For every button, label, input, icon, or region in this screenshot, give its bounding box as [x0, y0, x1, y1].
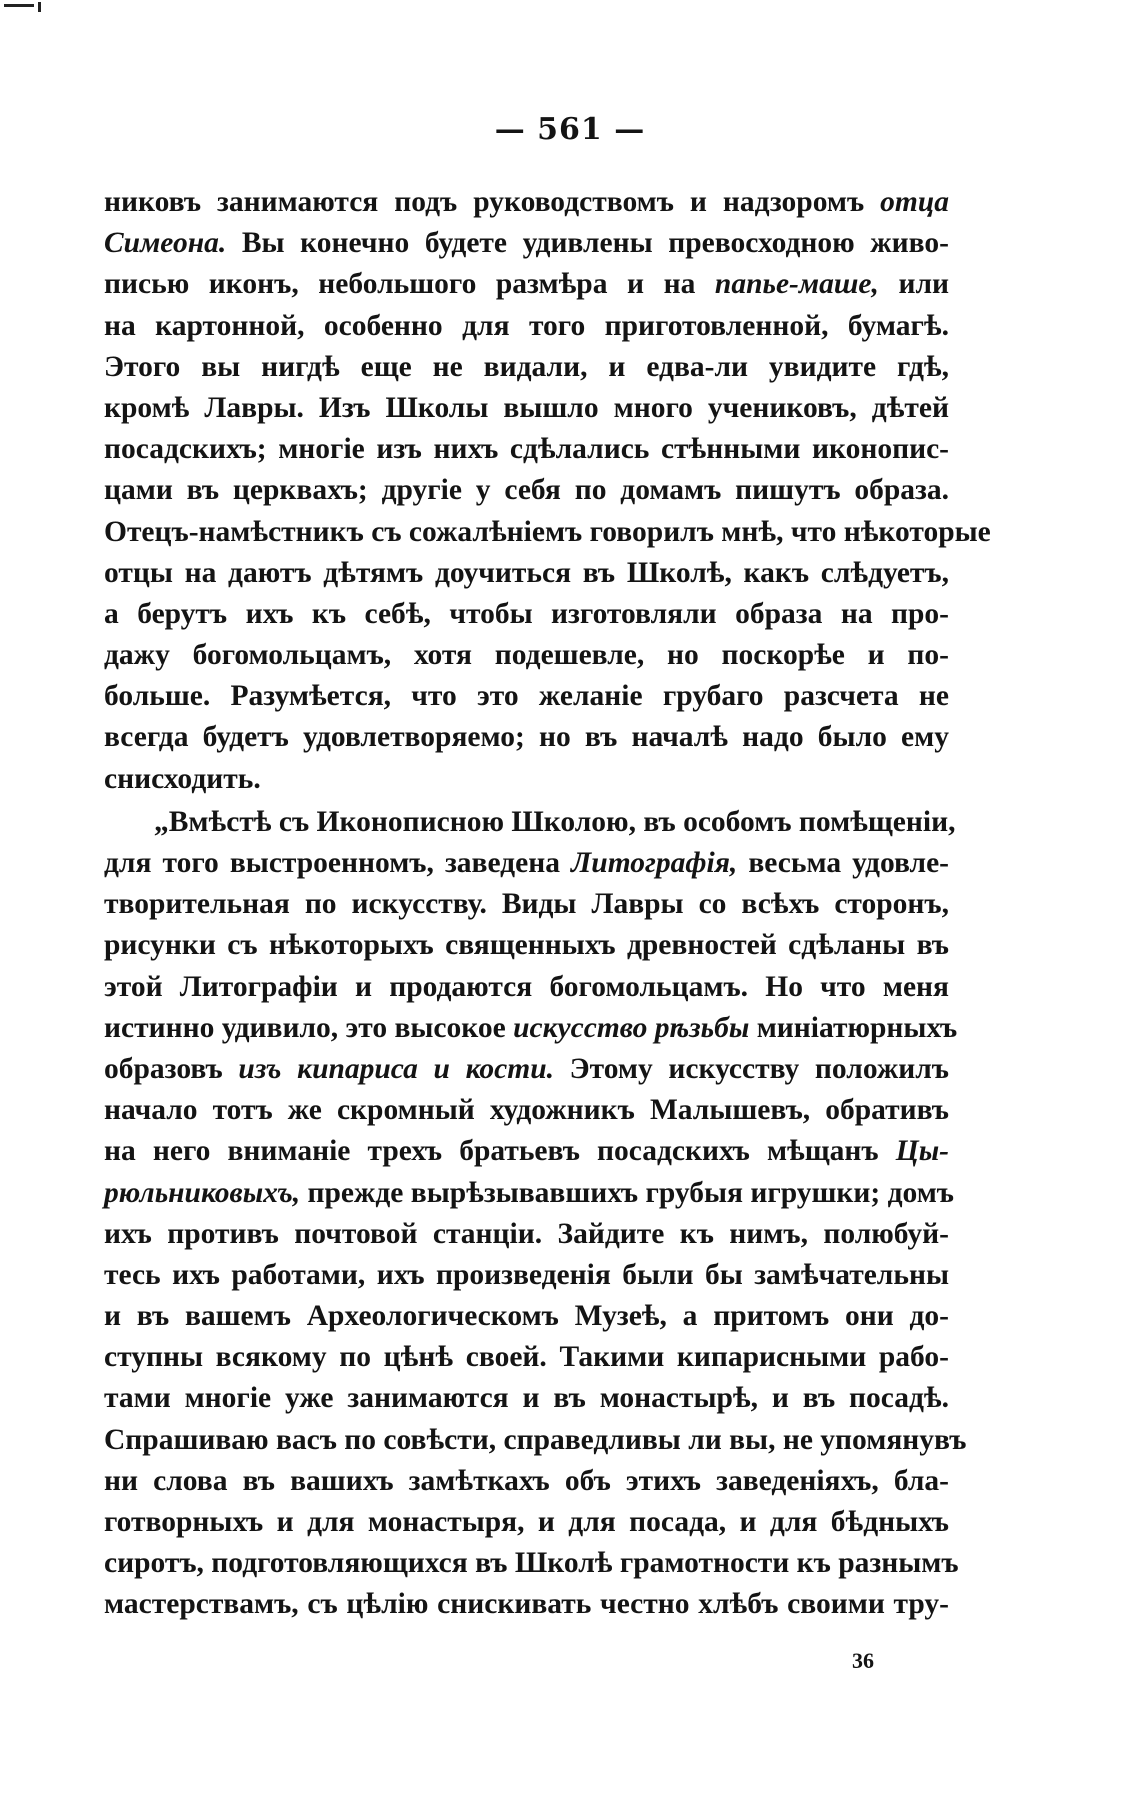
- text-span: никовъ занимаются подъ руководствомъ и надзоромъ: [104, 186, 881, 218]
- text-line: [104, 1337, 949, 1378]
- text-span: и въ вашемъ Археологическомъ Музеѣ, а притомъ они до-: [104, 1300, 949, 1333]
- text-span: ступны всякому по цѣнѣ своей. Такими кипарисными рабо-: [104, 1341, 949, 1374]
- text-span: кромѣ Лавры. Изъ Школы вышло много учениковъ, дѣтей: [104, 391, 949, 424]
- text-span: тесь ихъ работами, ихъ произведенія были бы замѣчательны: [104, 1258, 949, 1291]
- text-span: рисунки съ нѣкоторыхъ священныхъ древностей сдѣланы въ: [104, 929, 949, 962]
- text-line: [104, 884, 949, 925]
- italic-text: папье-маше,: [714, 268, 879, 301]
- text-line: [104, 594, 949, 635]
- text-span: или: [878, 268, 949, 301]
- text-span: а берутъ ихъ къ себѣ, чтобы изготовляли образа на про-: [104, 597, 949, 630]
- scan-mark: [4, 4, 34, 7]
- text-span: Этого вы нигдѣ еще не видали, и едва-ли увидите гдѣ,: [104, 350, 949, 383]
- scan-mark: [38, 2, 41, 12]
- text-line: [104, 1461, 949, 1502]
- text-span: прежде вырѣзывавшихъ грубыя игрушки; домъ: [300, 1176, 955, 1209]
- text-span: ни слова въ вашихъ замѣткахъ объ этихъ заведеніяхъ, бла-: [104, 1464, 949, 1497]
- text-line: [104, 1255, 949, 1296]
- text-span: Этому искусству положилъ: [553, 1052, 949, 1085]
- text-line: [104, 1296, 949, 1337]
- text-line: [104, 1502, 949, 1543]
- italic-text: отца: [880, 186, 949, 218]
- text-line: [104, 1173, 955, 1214]
- text-line: [104, 1543, 959, 1584]
- text-span: дажу богомольцамъ, хотя подешевле, но поскорѣе и по-: [104, 639, 949, 672]
- text-line: [104, 967, 949, 1008]
- text-line: [104, 1420, 967, 1461]
- text-span: Вы конечно будете удивлены превосходною живо-: [226, 227, 949, 260]
- text-line: [104, 347, 949, 388]
- text-line: [104, 925, 949, 966]
- text-line: [104, 223, 949, 264]
- text-line: [104, 512, 991, 553]
- text-span: на картонной, особенно для того приготовленной, бумагѣ.: [104, 309, 949, 342]
- text-span: сиротъ, подготовляющихся въ Школѣ грамотности къ разнымъ: [104, 1547, 959, 1580]
- text-line: [104, 676, 949, 717]
- text-line: [104, 553, 949, 594]
- text-line: [104, 1008, 958, 1049]
- text-line: [104, 843, 949, 884]
- text-line: [104, 802, 956, 843]
- page-number: — 561 —: [494, 112, 646, 147]
- text-span: творительная по искусству. Виды Лавры со всѣхъ сторонъ,: [104, 888, 949, 921]
- text-line: [104, 388, 949, 429]
- italic-text: искусство рѣзьбы: [513, 1011, 750, 1044]
- text-span: ихъ противъ почтовой станціи. Зайдите къ нимъ, полюбуй-: [104, 1217, 949, 1250]
- text-line: [104, 1584, 949, 1625]
- text-span: миніатюрныхъ: [749, 1011, 958, 1044]
- text-span: писью иконъ, небольшого размѣра и на: [104, 268, 715, 301]
- text-line: [104, 1049, 949, 1090]
- italic-text: изъ кипариса и кости.: [238, 1052, 554, 1085]
- text-line: [104, 635, 949, 676]
- text-line: [104, 470, 949, 511]
- text-span: тами многіе уже занимаются и въ монастырѣ, и въ посадѣ.: [104, 1382, 949, 1415]
- text-span: на него вниманіе трехъ братьевъ посадскихъ мѣщанъ: [104, 1135, 896, 1168]
- text-span: посадскихъ; многіе изъ нихъ сдѣлались стѣнными иконопис-: [104, 433, 949, 466]
- text-line: [104, 1214, 949, 1255]
- text-span: всегда будетъ удовлетворяемо; но въ началѣ надо было ему: [104, 721, 949, 754]
- text-line: [104, 717, 949, 758]
- italic-text: рюльниковыхъ,: [104, 1176, 301, 1209]
- text-span: образовъ: [104, 1052, 239, 1085]
- text-line: [104, 264, 949, 305]
- text-span: „Вмѣстѣ съ Иконописною Школою, въ особомъ помѣщеніи,: [154, 805, 956, 838]
- text-span: этой Литографіи и продаются богомольцамъ. Но что меня: [104, 970, 949, 1003]
- text-span: больше. Разумѣется, что это желаніе грубаго разсчета не: [104, 680, 949, 713]
- text-span: весьма удовле-: [737, 847, 950, 879]
- italic-text: Литографія,: [571, 847, 738, 879]
- text-line: [104, 759, 949, 800]
- text-span: снисходить.: [104, 762, 261, 795]
- text-span: отцы на даютъ дѣтямъ доучиться въ Школѣ, какъ слѣдуетъ,: [104, 556, 949, 589]
- italic-text: Симеона.: [104, 227, 227, 260]
- body-text: [104, 182, 991, 1626]
- text-line: [104, 1090, 949, 1131]
- text-span: цами въ церквахъ; другіе у себя по домамъ пишутъ образа.: [104, 474, 949, 507]
- signature-mark: 36: [852, 1648, 874, 1673]
- text-span: мастерствамъ, съ цѣлію снискивать честно хлѣбъ своими тру-: [104, 1588, 949, 1621]
- text-span: готворныхъ и для монастыря, и для посада, и для бѣдныхъ: [104, 1506, 949, 1538]
- text-span: истинно удивило, это высокое: [104, 1011, 514, 1044]
- text-span: начало тотъ же скромный художникъ Малышевъ, обративъ: [104, 1094, 949, 1127]
- text-line: [104, 1378, 949, 1419]
- text-line: [104, 306, 949, 347]
- text-span: Отецъ-намѣстникъ съ сожалѣніемъ говорилъ мнѣ, что нѣкоторые: [104, 515, 991, 548]
- text-line: [104, 429, 949, 470]
- text-span: Спрашиваю васъ по совѣсти, справедливы ли вы, не упомянувъ: [104, 1423, 967, 1456]
- text-line: [104, 182, 949, 223]
- italic-text: Цы-: [895, 1135, 949, 1168]
- text-line: [104, 1131, 949, 1172]
- text-span: для того выстроенномъ, заведена: [104, 847, 572, 879]
